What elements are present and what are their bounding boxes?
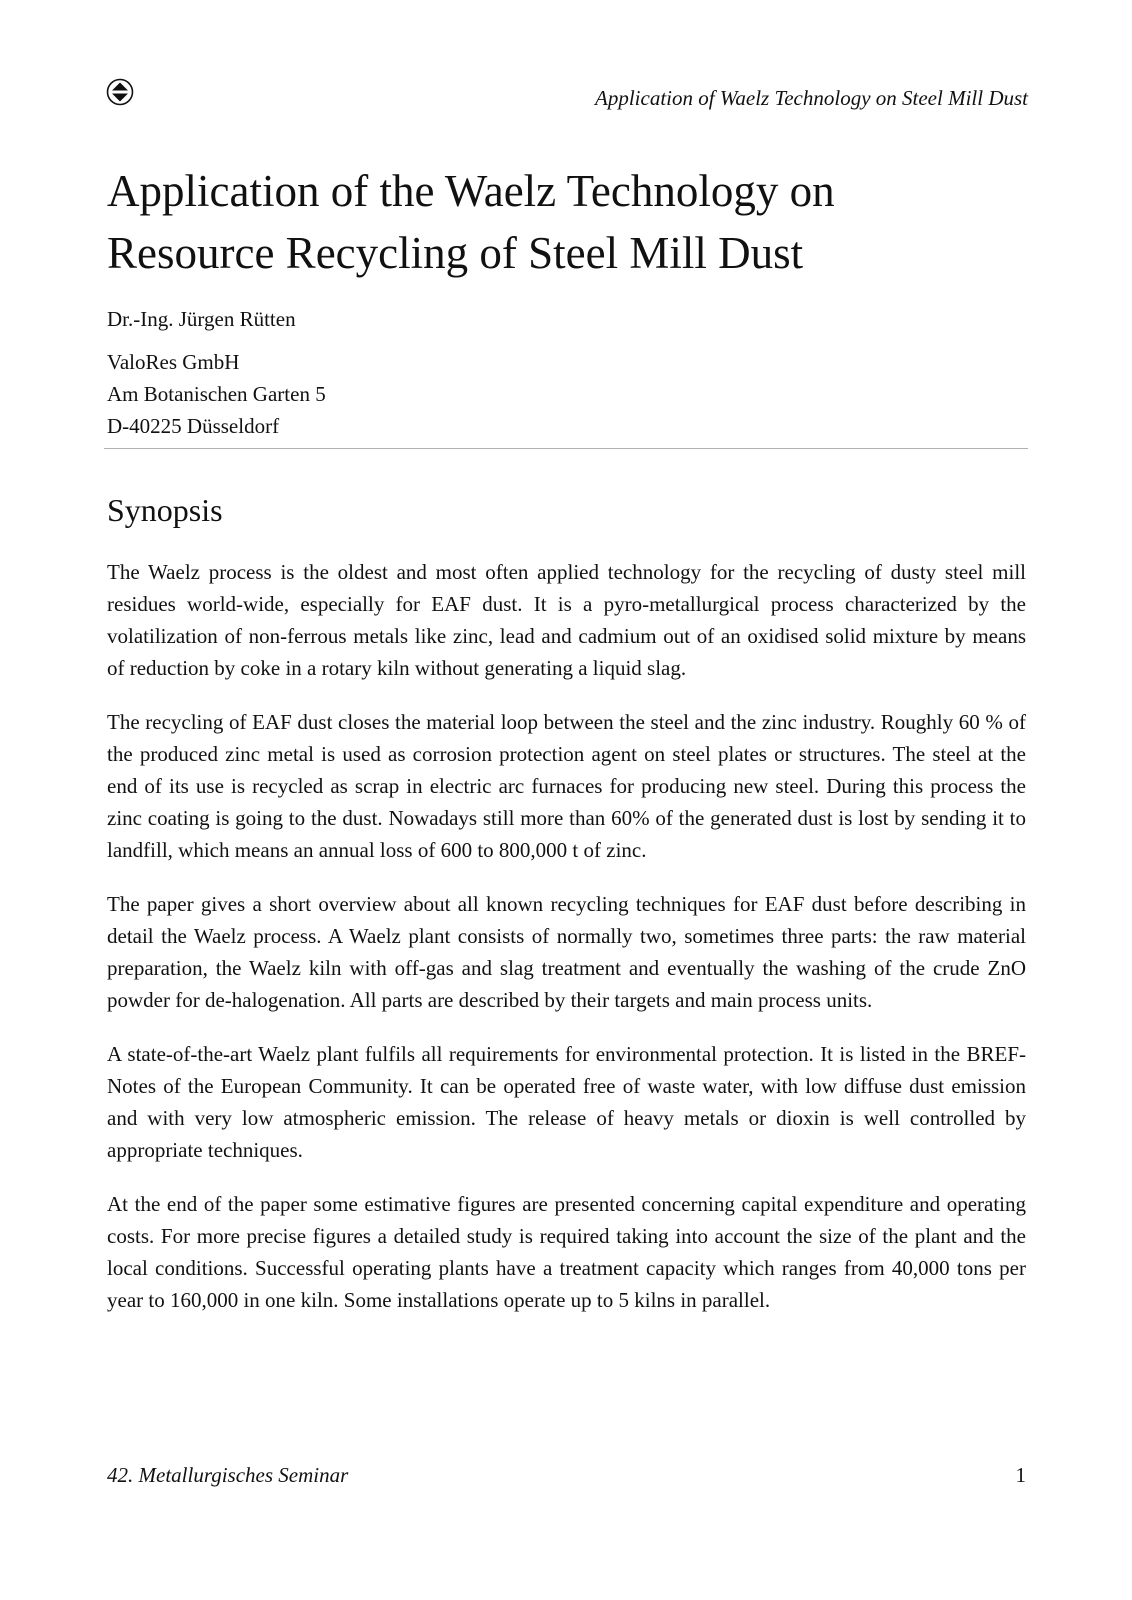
page-number: 1 <box>1015 1463 1026 1487</box>
synopsis-paragraph: The paper gives a short overview about all known recycling techniques for EAF dust before describing in detail the Waelz process. A Waelz plant consists of normally two, sometimes three parts: the raw material preparation, the Waelz kiln with off-gas and slag treatment and eventually the washing of the crude ZnO powder for de-halogenation. All parts are described by their targets and main process units. <box>107 892 1026 1012</box>
synopsis-paragraph: The recycling of EAF dust closes the material loop between the steel and the zinc industry. Roughly 60 % of the produced zinc metal is used as corrosion protection agent on steel plates or structures. The steel at the end of its use is recycled as scrap in electric arc furnaces for producing new steel. During this process the zinc coating is going to the dust. Nowadays still more than 60% of the generated dust is lost by sending it to landfill, which means an annual loss of 600 to 800,000 t of zinc. <box>107 710 1026 862</box>
running-header: Application of Waelz Technology on Steel Mill Dust <box>595 86 1028 110</box>
author-name: Dr.-Ing. Jürgen Rütten <box>107 307 296 331</box>
affiliation-company: ValoRes GmbH <box>107 350 240 374</box>
affiliation-street: Am Botanischen Garten 5 <box>107 382 326 406</box>
diamond-arrows-logo-icon <box>106 78 134 106</box>
affiliation-block <box>107 346 326 442</box>
paper-title-line-1: Application of the Waelz Technology on <box>107 166 835 216</box>
header-divider <box>104 448 1028 449</box>
footer-seminar: 42. Metallurgisches Seminar <box>107 1463 349 1487</box>
paper-title-line-2: Resource Recycling of Steel Mill Dust <box>107 228 804 278</box>
paper-title <box>107 160 1007 284</box>
affiliation-city: D-40225 Düsseldorf <box>107 414 280 438</box>
synopsis-paragraph: At the end of the paper some estimative figures are presented concerning capital expenditure and operating costs. For more precise figures a detailed study is required taking into account the size of the plant and the local conditions. Successful operating plants have a treatment capacity which ranges from 40,000 tons per year to 160,000 in one kiln. Some installations operate up to 5 kilns in parallel. <box>107 1192 1026 1312</box>
synopsis-paragraph: A state-of-the-art Waelz plant fulfils all requirements for environmental protection. It is listed in the BREF-Notes of the European Community. It can be operated free of waste water, with low diffuse dust emission and with very low atmospheric emission. The release of heavy metals or dioxin is well controlled by appropriate techniques. <box>107 1042 1026 1162</box>
synopsis-paragraph: The Waelz process is the oldest and most often applied technology for the recycling of dusty steel mill residues world-wide, especially for EAF dust. It is a pyro-metallurgical process characterized by the volatilization of non-ferrous metals like zinc, lead and cadmium out of an oxidised solid mixture by means of reduction by coke in a rotary kiln without generating a liquid slag. <box>107 560 1026 680</box>
synopsis-heading: Synopsis <box>107 492 223 528</box>
synopsis-body <box>107 556 1026 1338</box>
